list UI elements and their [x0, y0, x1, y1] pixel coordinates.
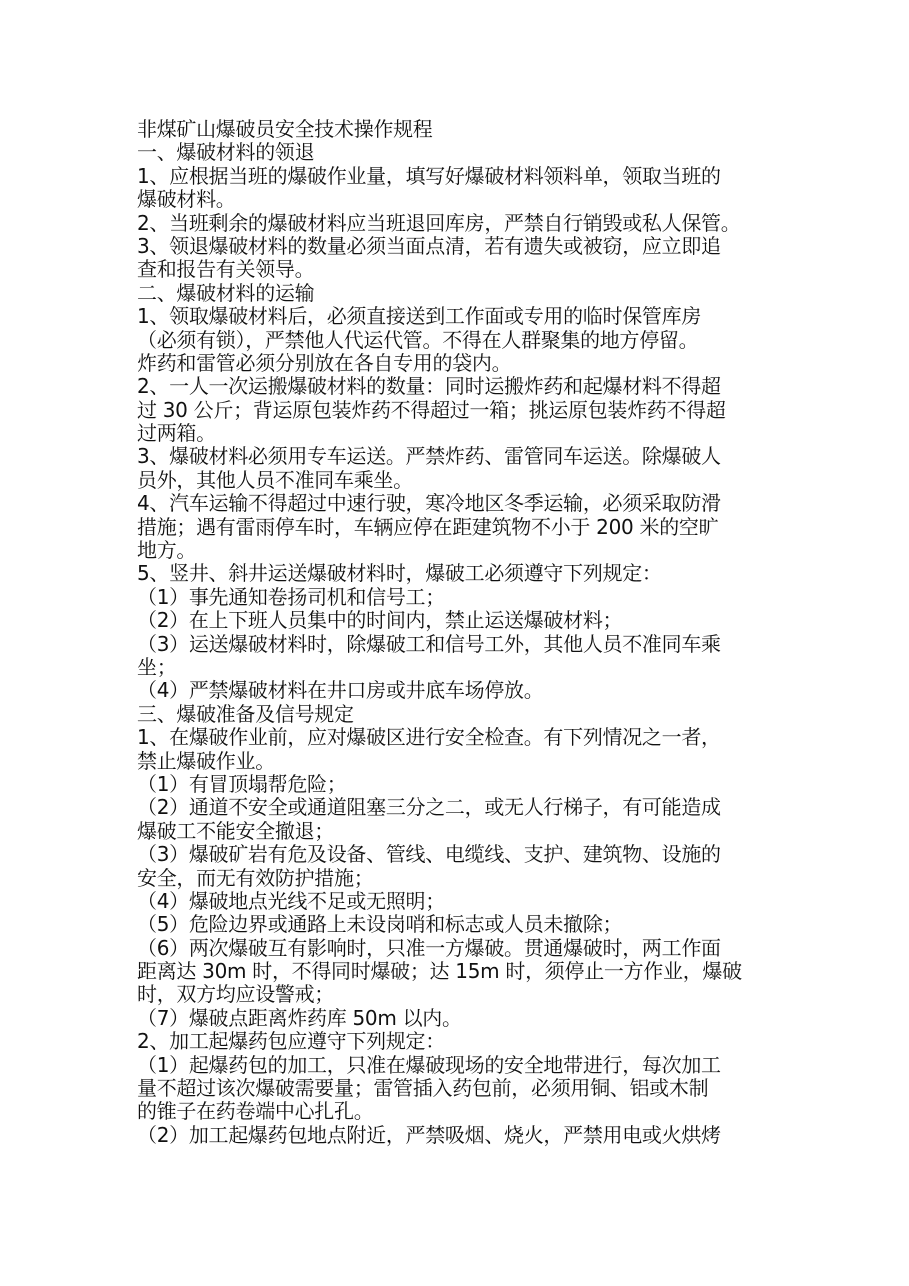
section-heading: 一、爆破材料的领退: [137, 140, 315, 165]
list-item: （2）通道不安全或通道阻塞三分之二，或无人行梯子，有可能造成: [137, 795, 721, 820]
text-line: 过 30 公斤；背运原包装炸药不得超过一箱；挑运原包装炸药不得超: [137, 397, 726, 422]
text-line: 4、汽车运输不得超过中速行驶，寒冷地区冬季运输，必须采取防滑: [137, 491, 721, 516]
text-line: 3、爆破材料必须用专车运送。严禁炸药、雷管同车运送。除爆破人: [137, 444, 721, 469]
text-line: 安全，而无有效防护措施；: [137, 865, 374, 890]
text-line: 爆破工不能安全撤退；: [137, 818, 334, 843]
list-item: （3）爆破矿岩有危及设备、管线、电缆线、支护、建筑物、设施的: [137, 842, 721, 867]
text-line: 爆破材料。: [137, 187, 236, 212]
list-item: （7）爆破点距离炸药库 50m 以内。: [137, 1005, 462, 1030]
text-line: 的锥子在药卷端中心扎孔。: [137, 1099, 374, 1124]
text-line: 时，双方均应设警戒；: [137, 982, 334, 1007]
list-item: （4）严禁爆破材料在井口房或井底车场停放。: [137, 678, 544, 703]
list-item: （4）爆破地点光线不足或无照明；: [137, 888, 445, 913]
list-item: （6）两次爆破互有影响时，只准一方爆破。贯通爆破时，两工作面: [137, 935, 721, 960]
section-heading: 二、爆破材料的运输: [137, 280, 315, 305]
text-line: 坐；: [137, 654, 177, 679]
text-line: 2、加工起爆药包应遵守下列规定：: [137, 1029, 445, 1054]
text-line: 距离达 30m 时，不得同时爆破；达 15m 时，须停止一方作业，爆破: [137, 959, 742, 984]
text-line: 2、一人一次运搬爆破材料的数量：同时运搬炸药和起爆材料不得超: [137, 374, 721, 399]
text-line: 2、当班剩余的爆破材料应当班退回库房，严禁自行销毁或私人保管。: [137, 210, 741, 235]
text-line: 1、领取爆破材料后，必须直接送到工作面或专用的临时保管库房: [137, 304, 702, 329]
document-title: 非煤矿山爆破员安全技术操作规程: [137, 117, 433, 141]
list-item: （1）事先通知卷扬司机和信号工；: [137, 584, 445, 609]
list-item: （3）运送爆破材料时，除爆破工和信号工外，其他人员不准同车乘: [137, 631, 721, 656]
text-line: 3、领退爆破材料的数量必须当面点清，若有遗失或被窃，应立即追: [137, 233, 721, 258]
text-line: 查和报告有关领导。: [137, 257, 315, 282]
section-heading: 三、爆破准备及信号规定: [137, 701, 354, 726]
document-body: [137, 118, 777, 1147]
list-item: （2）加工起爆药包地点附近，严禁吸烟、烧火，严禁用电或火烘烤: [137, 1122, 721, 1147]
text-line: 员外，其他人员不准同车乘坐。: [137, 467, 413, 492]
text-line: 禁止爆破作业。: [137, 748, 275, 773]
text-line: 过两箱。: [137, 421, 216, 446]
text-line: 量不超过该次爆破需要量；雷管插入药包前，必须用铜、铝或木制: [137, 1076, 709, 1101]
text-line: 措施；遇有雷雨停车时，车辆应停在距建筑物不小于 200 米的空旷: [137, 514, 719, 539]
text-line: 1、应根据当班的爆破作业量，填写好爆破材料领料单，领取当班的: [137, 163, 721, 188]
list-item: （5）危险边界或通路上未设岗哨和标志或人员未撤除；: [137, 912, 623, 937]
text-line: （必须有锁），严禁他人代运代管。不得在人群聚集的地方停留。: [137, 327, 699, 352]
text-line: 1、在爆破作业前，应对爆破区进行安全检查。有下列情况之一者，: [137, 725, 721, 750]
text-line: 地方。: [137, 538, 197, 563]
list-item: （2）在上下班人员集中的时间内，禁止运送爆破材料；: [137, 608, 623, 633]
text-line: 5、竖井、斜井运送爆破材料时，爆破工必须遵守下列规定：: [137, 561, 662, 586]
list-item: （1）起爆药包的加工，只准在爆破现场的安全地带进行，每次加工: [137, 1052, 721, 1077]
list-item: （1）有冒顶塌帮危险；: [137, 771, 347, 796]
text-line: 炸药和雷管必须分别放在各自专用的袋内。: [137, 350, 512, 375]
